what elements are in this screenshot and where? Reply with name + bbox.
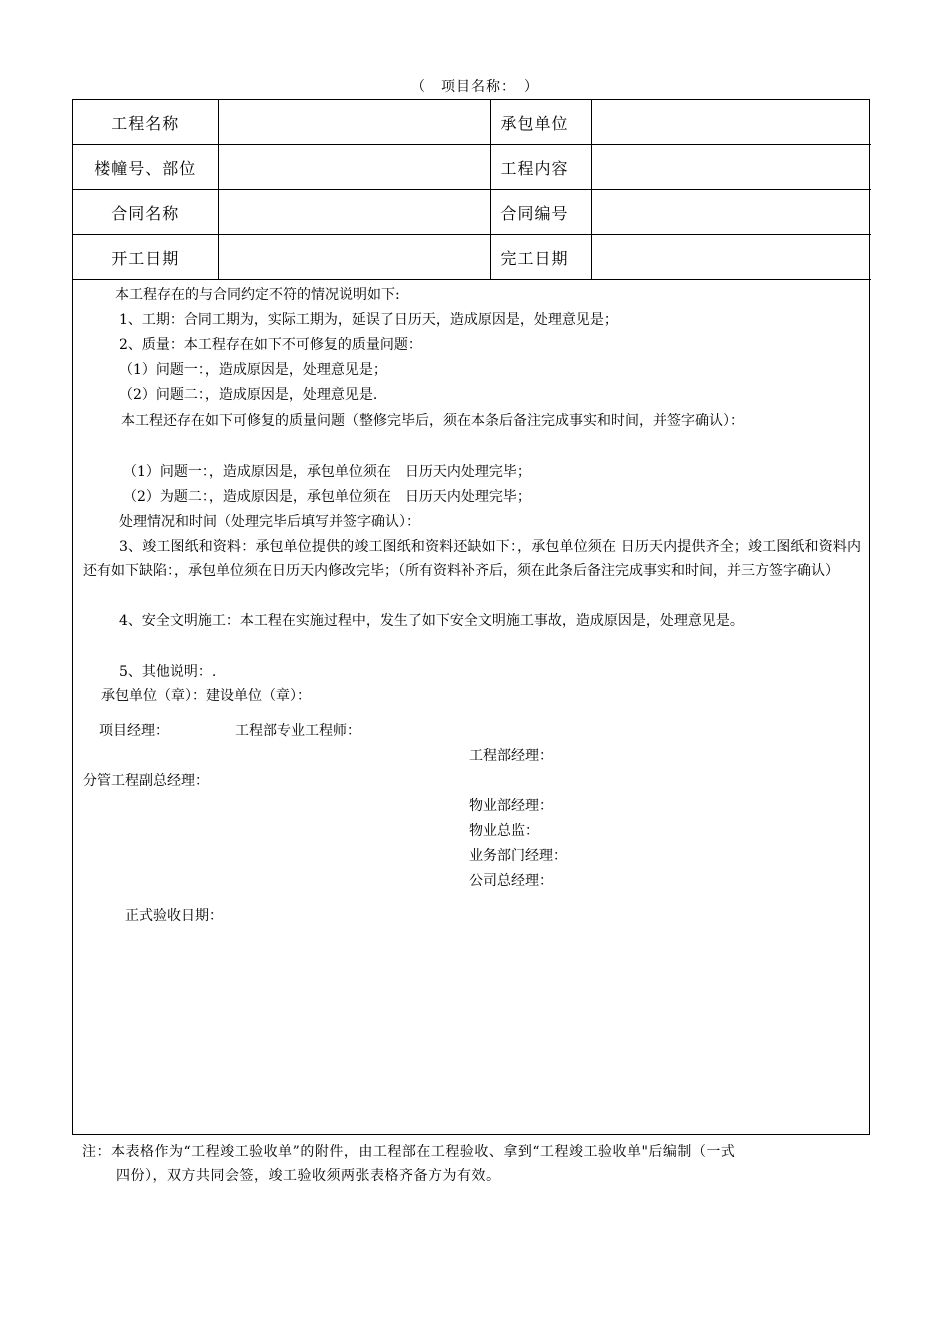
label-end-date: 完工日期 [490, 235, 591, 280]
label-project-name: 工程名称 [73, 100, 218, 145]
header-row [73, 235, 871, 280]
header-table [73, 100, 871, 280]
business-manager-sign: 业务部门经理： [469, 848, 567, 864]
repair-issue-1: （1）问题一：，造成原因是，承包单位须在 日历天内处理完毕； [123, 464, 531, 480]
item-other: 5、其他说明：. [119, 664, 217, 680]
field-contract-name[interactable] [218, 190, 490, 235]
acceptance-form [72, 99, 870, 1135]
repairable-intro: 本工程还存在如下可修复的质量问题（整修完毕后，须在本条后备注完成事实和时间，并签字确认）： [121, 413, 744, 429]
quality-issue-2: （2）问题二：，造成原因是，处理意见是. [119, 387, 378, 403]
quality-issue-1: （1）问题一：，造成原因是，处理意见是； [119, 362, 387, 378]
field-project-name[interactable] [218, 100, 490, 145]
item-safety: 4、安全文明施工：本工程在实施过程中，发生了如下安全文明施工事故，造成原因是，处理意见是。 [119, 613, 744, 629]
field-end-date[interactable] [591, 235, 871, 280]
dept-manager-sign: 工程部经理： [469, 748, 553, 764]
label-building-part: 楼幢号、部位 [73, 145, 218, 190]
field-building-part[interactable] [218, 145, 490, 190]
item-documents: 3、竣工图纸和资料：承包单位提供的竣工图纸和资料还缺如下：，承包单位须在 日历天内提供齐全；竣工图纸和资料内还有如下缺陷：，承包单位须在日历天内修改完毕；（所有资料补齐后，须在此条后备注完成事实和时间，并三方签字确认） [83, 539, 861, 579]
field-contractor[interactable] [591, 100, 871, 145]
project-manager-sign: 项目经理： [99, 723, 169, 739]
property-manager-sign: 物业部经理： [469, 798, 553, 814]
intro-text: 本工程存在的与合同约定不符的情况说明如下: [115, 287, 400, 303]
field-work-content[interactable] [591, 145, 871, 190]
label-work-content: 工程内容 [490, 145, 591, 190]
deputy-gm-sign: 分管工程副总经理： [83, 773, 209, 789]
project-name-line: （ 项目名称： ） [411, 79, 539, 95]
item-quality: 2、质量：本工程存在如下不可修复的质量问题： [119, 337, 422, 353]
seal-line: 承包单位（章）：建设单位（章）： [101, 688, 311, 704]
property-director-sign: 物业总监： [469, 823, 539, 839]
dept-engineer-sign: 工程部专业工程师： [235, 723, 361, 739]
footnote [82, 1140, 872, 1188]
repair-issue-2: （2）为题二：，造成原因是，承包单位须在 日历天内处理完毕； [123, 489, 531, 505]
label-start-date: 开工日期 [73, 235, 218, 280]
label-contract-name: 合同名称 [73, 190, 218, 235]
field-contract-number[interactable] [591, 190, 871, 235]
label-contractor: 承包单位 [490, 100, 591, 145]
header-row [73, 145, 871, 190]
acceptance-date: 正式验收日期： [125, 908, 223, 924]
label-contract-number: 合同编号 [490, 190, 591, 235]
footnote-line-2: 四份），双方共同会签，竣工验收须两张表格齐备方为有效。 [116, 1168, 501, 1184]
header-row [73, 100, 871, 145]
company-gm-sign: 公司总经理： [469, 873, 553, 889]
field-start-date[interactable] [218, 235, 490, 280]
header-row [73, 190, 871, 235]
handling-text: 处理情况和时间（处理完毕后填写并签字确认）： [119, 514, 420, 530]
item-schedule: 1、工期：合同工期为，实际工期为，延误了日历天，造成原因是，处理意见是； [119, 312, 618, 328]
footnote-line-1: 注：本表格作为“工程竣工验收单”的附件，由工程部在工程验收、拿到“工程竣工验收单"后编制（一式 [82, 1144, 736, 1160]
form-body [73, 280, 869, 1132]
